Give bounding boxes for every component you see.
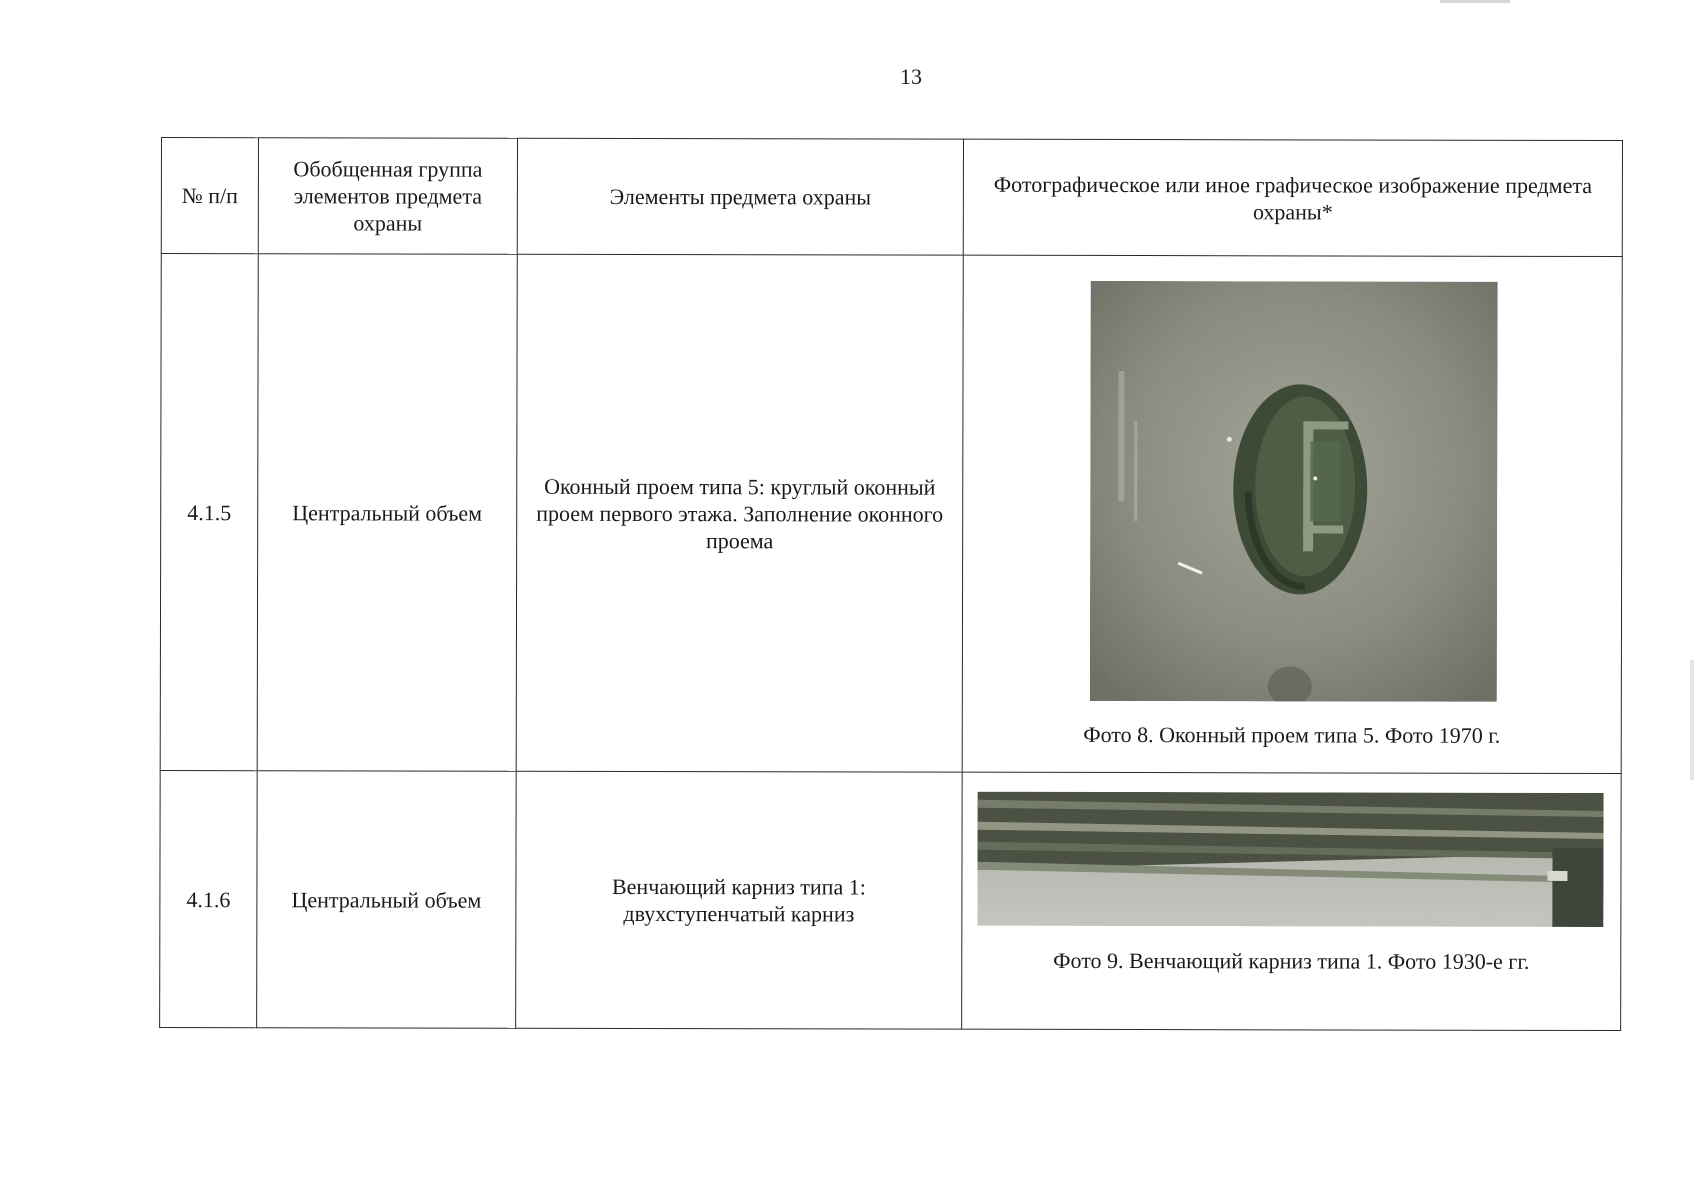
header-elements: Элементы предмета охраны xyxy=(517,138,963,255)
cornice-photo xyxy=(977,792,1603,927)
photo-caption: Фото 9. Венчающий карниз типа 1. Фото 1930-е гг. xyxy=(1053,947,1530,974)
photo-caption: Фото 8. Оконный проем типа 5. Фото 1970 г. xyxy=(1083,721,1501,748)
table-row xyxy=(160,770,1622,1030)
row-element: Оконный проем типа 5: круглый оконный проем первого этажа. Заполнение оконного проема xyxy=(516,254,963,772)
row-photo-cell xyxy=(962,772,1622,1030)
row-group: Центральный объем xyxy=(257,771,517,1029)
scan-edge-mark xyxy=(1440,0,1510,3)
row-group: Центральный объем xyxy=(257,254,517,772)
table-row xyxy=(160,254,1622,774)
row-element: Венчающий карниз типа 1: двухступенчатый карниз xyxy=(516,771,963,1029)
row-number: 4.1.6 xyxy=(160,770,258,1027)
header-group: Обобщенная группа элементов предмета охраны xyxy=(258,138,517,255)
header-image: Фотографическое или иное графическое изображение предмета охраны* xyxy=(963,139,1622,256)
row-photo-cell xyxy=(962,255,1622,773)
protection-table xyxy=(159,137,1623,1031)
row-number: 4.1.5 xyxy=(160,254,258,771)
scan-edge-mark xyxy=(1690,660,1694,780)
table-header-row xyxy=(161,138,1622,257)
header-number: № п/п xyxy=(161,138,258,254)
page-number: 13 xyxy=(900,64,922,89)
round-window-photo xyxy=(1090,281,1498,702)
